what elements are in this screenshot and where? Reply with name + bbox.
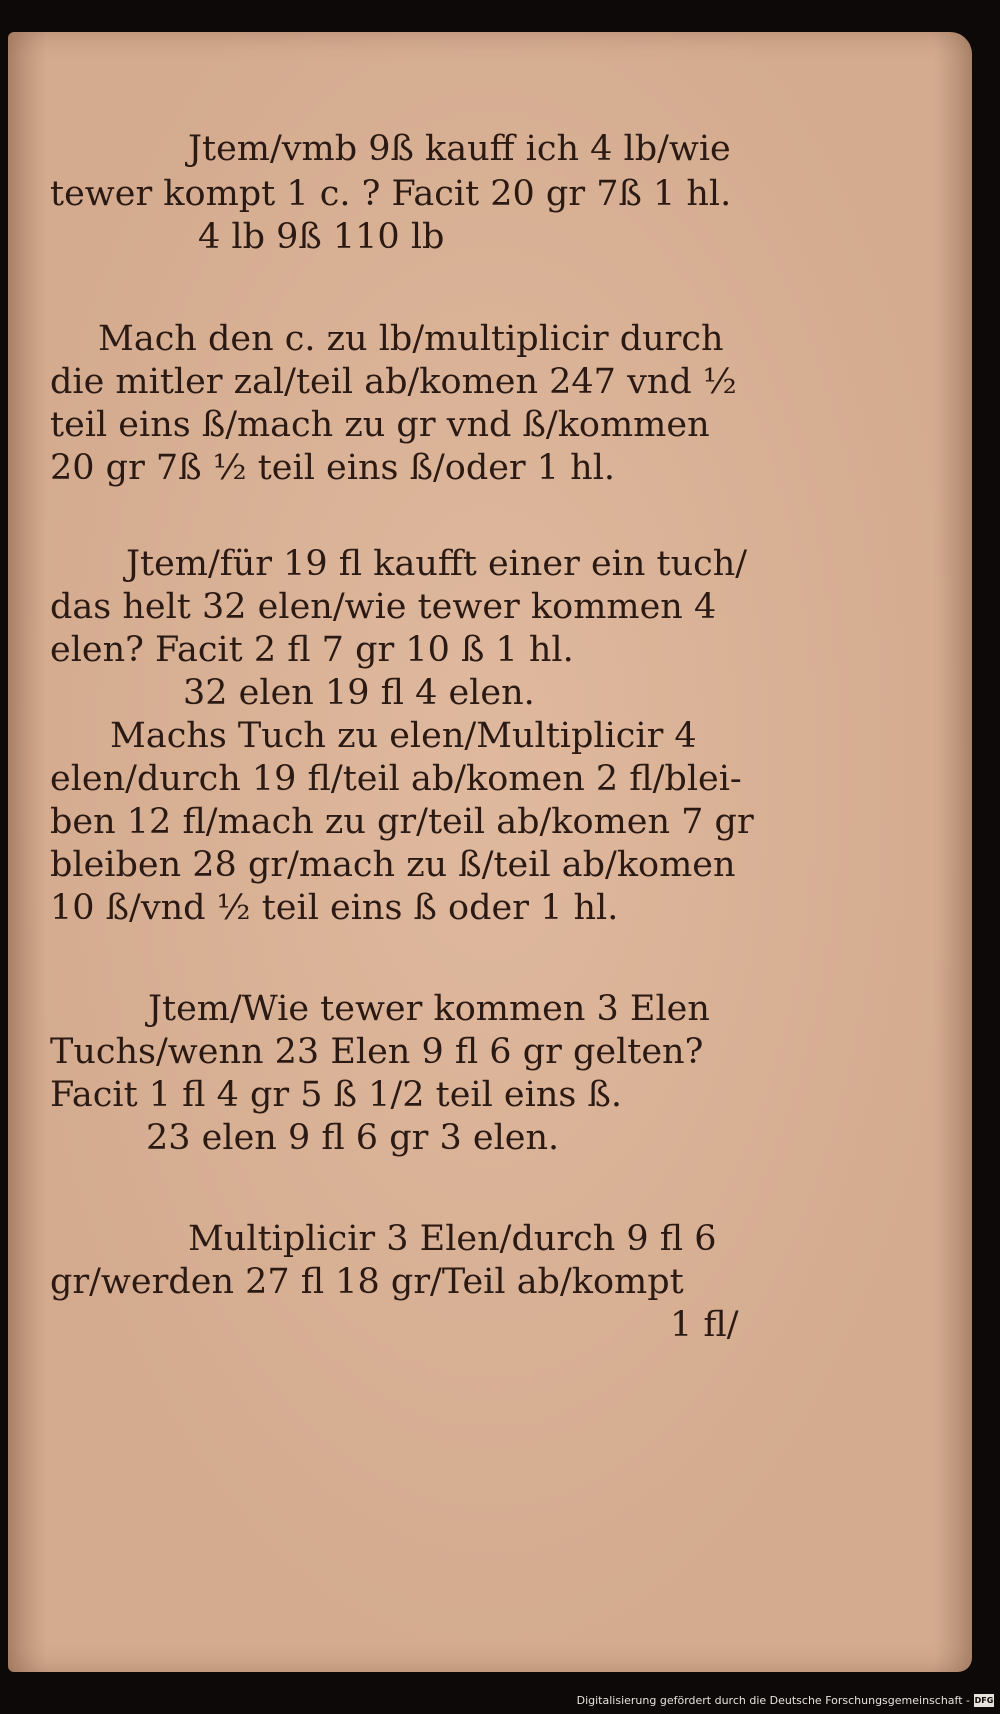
dfg-logo: DFG [974, 1696, 994, 1705]
text-line: Facit 1 fl 4 gr 5 ß 1/2 teil eins ß. [50, 1075, 622, 1115]
text-line: Mach den c. zu lb/multiplicir durch [98, 319, 724, 359]
text-line: bleiben 28 gr/mach zu ß/teil ab/komen [50, 845, 736, 885]
text-line: ben 12 fl/mach zu gr/teil ab/komen 7 gr [50, 802, 754, 842]
text-line: die mitler zal/teil ab/komen 247 vnd ½ [50, 362, 737, 402]
text-line: Multiplicir 3 Elen/durch 9 fl 6 [188, 1219, 717, 1259]
text-line: Jtem/für 19 fl kaufft einer ein tuch/ [126, 544, 748, 584]
text-line: elen/durch 19 fl/teil ab/komen 2 fl/blei- [50, 759, 742, 799]
text-line: 20 gr 7ß ½ teil eins ß/oder 1 hl. [50, 448, 616, 488]
text-line: 4 lb 9ß 110 lb [198, 217, 445, 257]
text-line: Machs Tuch zu elen/Multiplicir 4 [110, 716, 697, 756]
text-line: Jtem/Wie tewer kommen 3 Elen [148, 989, 710, 1029]
text-line: Tuchs/wenn 23 Elen 9 fl 6 gr gelten? [50, 1032, 704, 1072]
funding-credit: Digitalisierung gefördert durch die Deutsche Forschungsgemeinschaft - [576, 1694, 970, 1707]
text-line: 1 fl/ [670, 1305, 739, 1345]
text-line: das helt 32 elen/wie tewer kommen 4 [50, 587, 717, 627]
text-line: gr/werden 27 fl 18 gr/Teil ab/kompt [50, 1262, 684, 1302]
text-line: teil eins ß/mach zu gr vnd ß/kommen [50, 405, 710, 445]
text-line: Jtem/vmb 9ß kauff ich 4 lb/wie [188, 129, 731, 169]
text-line: 23 elen 9 fl 6 gr 3 elen. [146, 1118, 560, 1158]
text-line: 10 ß/vnd ½ teil eins ß oder 1 hl. [50, 888, 619, 928]
text-line: 32 elen 19 fl 4 elen. [183, 673, 535, 713]
text-line: elen? Facit 2 fl 7 gr 10 ß 1 hl. [50, 630, 574, 670]
text-line: tewer kompt 1 c. ? Facit 20 gr 7ß 1 hl. [50, 174, 732, 214]
book-page [8, 32, 972, 1672]
